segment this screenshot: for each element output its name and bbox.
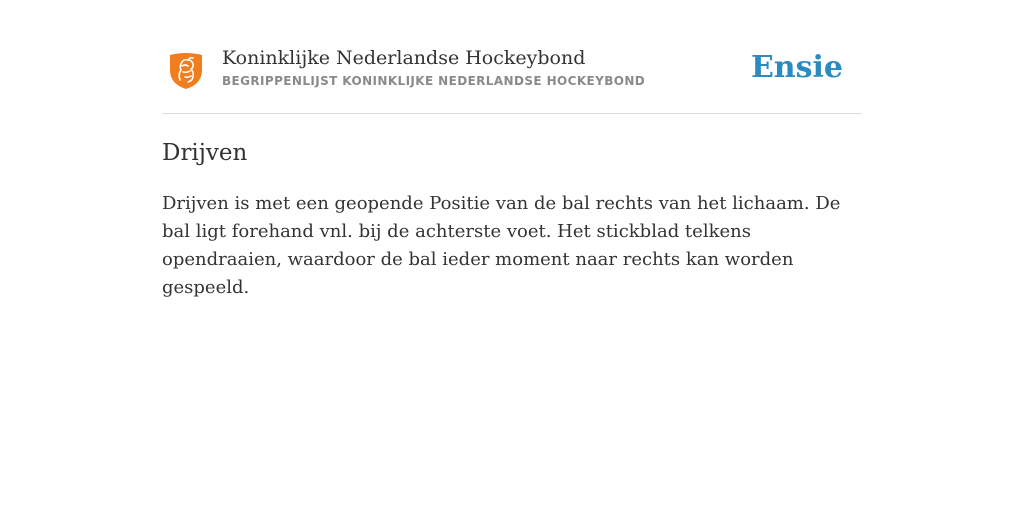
org-name[interactable]: Koninklijke Nederlandse Hockeybond [222,47,586,69]
header [162,44,862,114]
page [162,0,862,302]
glossary-subtitle[interactable]: BEGRIPPENLIJST KONINKLIJKE NEDERLANDSE HOCKEYBOND [222,74,646,88]
term-title: Drijven [162,140,248,166]
ensie-logo-link[interactable]: Ensie [750,50,843,85]
header-titles [222,46,645,89]
term-definition: Drijven is met een geopende Positie van de bal rechts van het lichaam. De bal ligt forehand vnl. bij de achterste voet. Het stickblad telkens opendraaien, waardoor de bal ieder moment naar rechts kan worden gespeeld. [162,193,841,298]
knhb-lion-shield-icon[interactable] [168,52,204,90]
